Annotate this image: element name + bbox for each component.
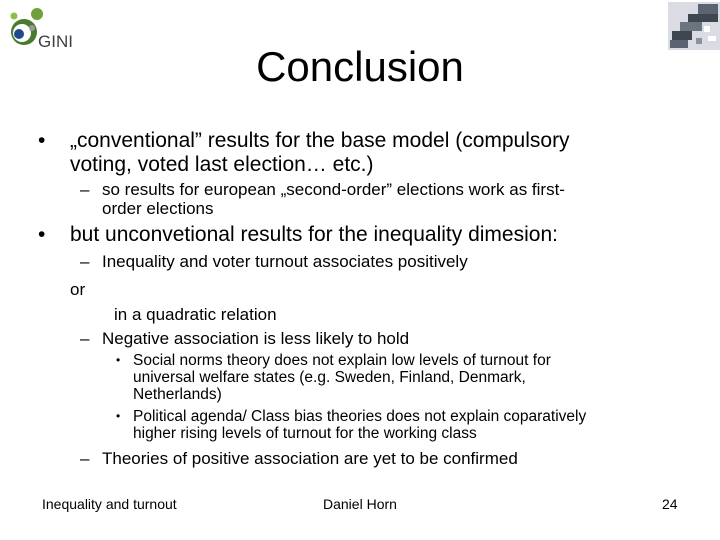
- sub-bullet-dash: –: [80, 180, 90, 199]
- sub-bullet-dash: –: [80, 329, 90, 348]
- bullet-1-sub-1-line-2: order elections: [102, 199, 214, 218]
- bullet-2-sub-1-line-1: Inequality and voter turnout associates positively: [102, 252, 468, 271]
- sub-bullet-dash: –: [80, 449, 90, 468]
- bullet-1-line-2: voting, voted last election… etc.): [70, 153, 374, 176]
- page-number: 24: [662, 496, 678, 512]
- bullet-2-sub-2: Negative association is less likely to hold: [102, 329, 410, 348]
- sub-sub-bullet-dot: •: [116, 409, 121, 423]
- slide-title: Conclusion: [256, 43, 464, 90]
- bullet-dot: •: [38, 129, 46, 152]
- bullet-2-sub-2-a-line-1: Social norms theory does not explain low levels of turnout for: [133, 352, 551, 369]
- bullet-2-sub-3: Theories of positive association are yet to be confirmed: [102, 449, 518, 468]
- sub-sub-bullet-dot: •: [116, 353, 121, 367]
- footer-center: Daniel Horn: [323, 496, 397, 512]
- bullet-2-sub-1-line-2: in a quadratic relation: [114, 305, 277, 324]
- bullet-1-line-1: „conventional” results for the base model (compulsory: [70, 129, 570, 152]
- gini-logo-text: GINI: [38, 32, 73, 51]
- bullet-2-sub-2-a-line-2: universal welfare states (e.g. Sweden, Finland, Denmark,: [133, 369, 526, 386]
- bullet-dot: •: [38, 223, 46, 246]
- bullet-2-line-1: but unconvetional results for the inequality dimesion:: [70, 223, 558, 246]
- bullet-2-sub-2-a-line-3: Netherlands): [133, 386, 222, 403]
- sub-bullet-dash: –: [80, 252, 90, 271]
- bullet-2-sub-2-b-line-1: Political agenda/ Class bias theories does not explain coparatively: [133, 408, 587, 425]
- bullet-2-or: or: [70, 280, 86, 299]
- footer-left: Inequality and turnout: [42, 496, 177, 512]
- bullet-1-sub-1-line-1: so results for european „second-order” elections work as first-: [102, 180, 565, 199]
- bullet-2-sub-2-b-line-2: higher rising levels of turnout for the working class: [133, 425, 477, 442]
